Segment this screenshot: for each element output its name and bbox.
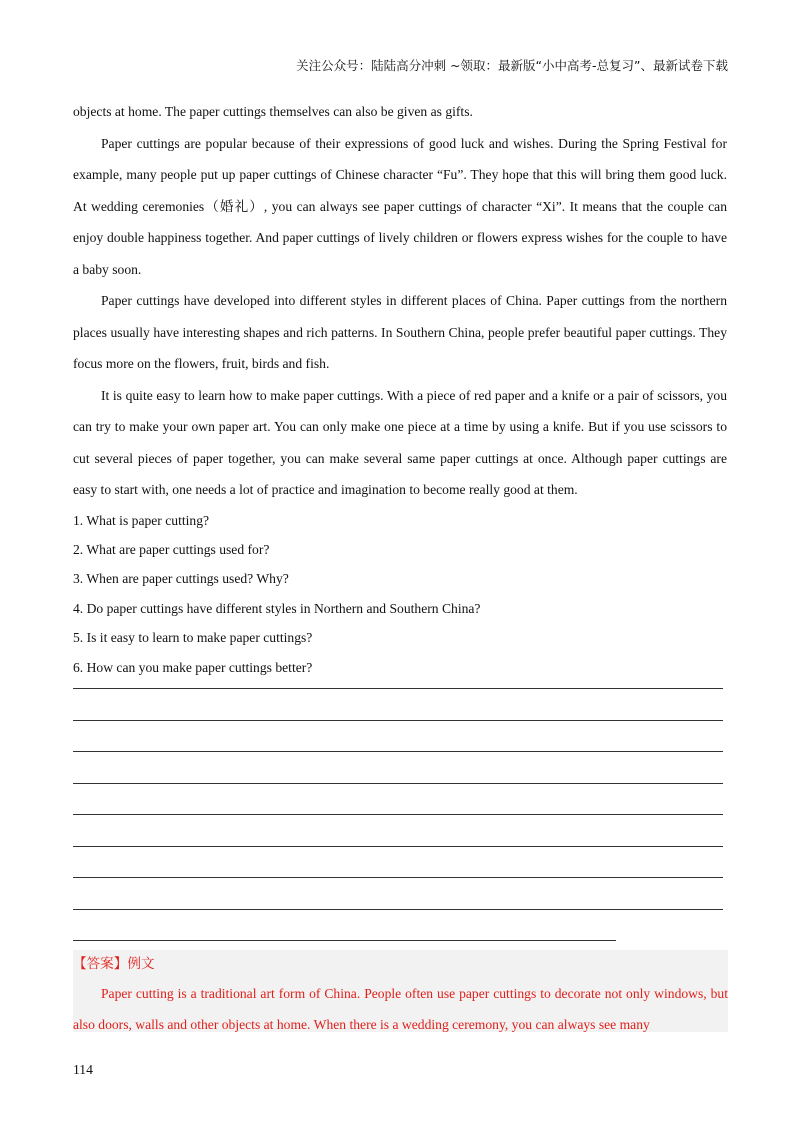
- question-item: 5. Is it easy to learn to make paper cuttings?: [73, 630, 313, 646]
- question-item: 3. When are paper cuttings used? Why?: [73, 571, 289, 587]
- page-header: 关注公众号：陆陆高分冲刺 ~领取：最新版“小中高考-总复习”、最新试卷下载: [296, 58, 728, 73]
- writing-line: [73, 720, 723, 721]
- writing-line: [73, 909, 723, 910]
- question-list: [73, 506, 727, 682]
- writing-line: [73, 940, 616, 941]
- page-number: 114: [73, 1062, 93, 1077]
- answer-box: [73, 950, 728, 1032]
- answer-text: Paper cutting is a traditional art form of China. People often use paper cuttings to decorate not only windows, but also doors, walls and other objects at home. When there is a wedding ceremony, you can always see many: [73, 986, 728, 1032]
- passage-paragraph-1: objects at home. The paper cuttings themselves can also be given as gifts.: [73, 104, 473, 119]
- question-item: 2. What are paper cuttings used for?: [73, 541, 270, 557]
- answer-writing-lines: [73, 688, 723, 972]
- writing-line: [73, 751, 723, 752]
- answer-heading: 【答案】例文: [73, 956, 155, 972]
- writing-line: [73, 688, 723, 689]
- passage: [73, 96, 727, 682]
- question-item: 6. How can you make paper cuttings better?: [73, 659, 313, 675]
- passage-paragraph-2: Paper cuttings are popular because of their expressions of good luck and wishes. During the Spring Festival for example, many people put up paper cuttings of Chinese character “Fu”. They hope that this will bring them good luck. At wedding ceremonies（婚礼）, you can always see paper cuttings of character “Xi”. It means that the couple can enjoy double happiness together. And paper cuttings of lively children or flowers express wishes for the couple to have a baby soon.: [73, 135, 727, 277]
- writing-line: [73, 877, 723, 878]
- writing-line: [73, 814, 723, 815]
- passage-paragraph-4: It is quite easy to learn how to make paper cuttings. With a piece of red paper and a knife or a pair of scissors, you can try to make your own paper art. You can only make one piece at a time by using a knife. But if you use scissors to cut several pieces of paper together, you can make several same paper cuttings at once. Although paper cuttings are easy to start with, one needs a lot of practice and imagination to become really good at them.: [73, 387, 727, 497]
- question-item: 4. Do paper cuttings have different styles in Northern and Southern China?: [73, 600, 481, 616]
- writing-line: [73, 783, 723, 784]
- question-item: 1. What is paper cutting?: [73, 512, 210, 528]
- writing-line: [73, 846, 723, 847]
- passage-paragraph-3: Paper cuttings have developed into different styles in different places of China. Paper cuttings from the northern places usually have interesting shapes and rich patterns. In Southern China, people prefer beautiful paper cuttings. They focus more on the flowers, fruit, birds and fish.: [73, 293, 727, 371]
